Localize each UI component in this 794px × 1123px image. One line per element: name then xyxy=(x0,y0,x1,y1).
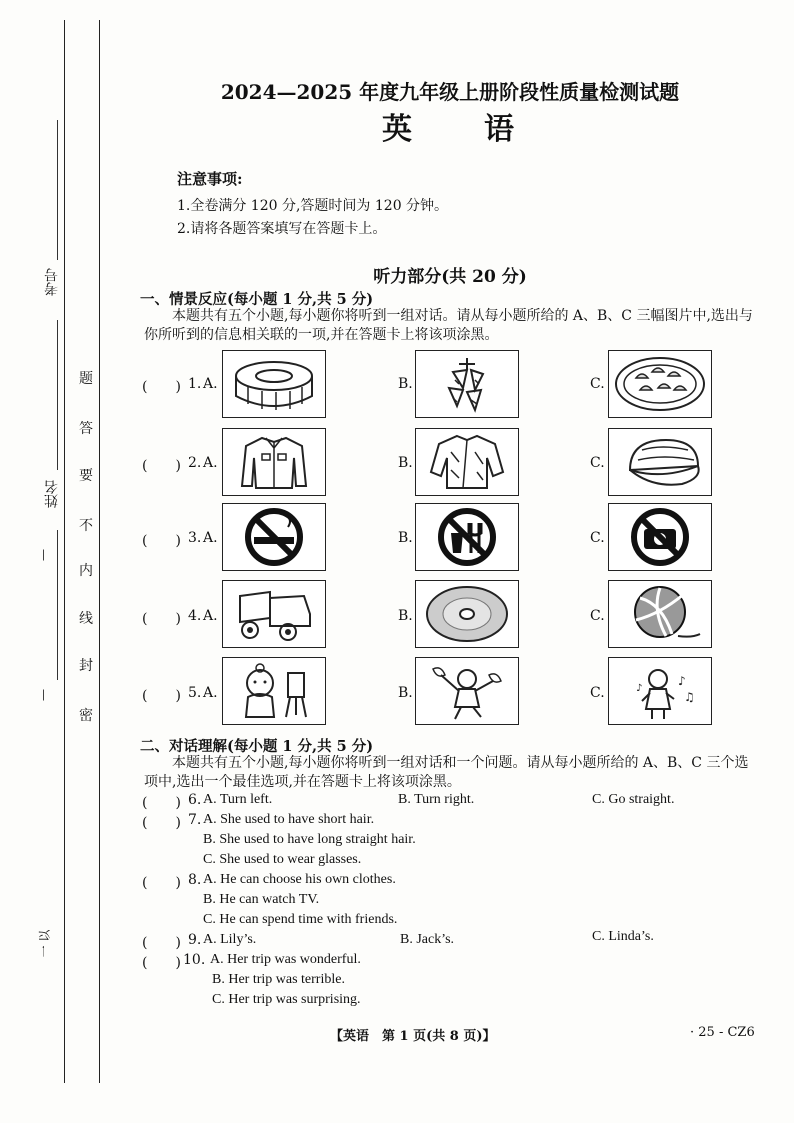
answer-option-a[interactable]: A. Turn left. xyxy=(203,792,273,807)
notice-heading: 注意事项: xyxy=(177,170,243,188)
volleyball-icon xyxy=(612,584,708,644)
name-label: 姓名 xyxy=(44,480,60,508)
option-picture-b[interactable] xyxy=(415,428,519,496)
cap-icon xyxy=(612,432,708,492)
margin-line-right xyxy=(99,20,100,1083)
answer-paren[interactable]: ( ) xyxy=(142,533,181,549)
question-number: 1. xyxy=(188,376,202,392)
option-label-c: C. xyxy=(590,376,605,392)
question-number: 2. xyxy=(188,455,202,471)
option-picture-c[interactable] xyxy=(608,350,712,418)
answer-paren[interactable]: ( ) xyxy=(142,815,181,831)
option-picture-b[interactable] xyxy=(415,503,519,571)
name-line xyxy=(57,320,58,470)
answer-option-c[interactable]: C. She used to wear glasses. xyxy=(203,852,362,867)
part1-instruction: 本题共有五个小题,每小题你将听到一组对话。请从每小题所给的 A、B、C 三幅图片中,选出与你所听到的信息相关联的一项,并在答题卡上将该项涂黑。 xyxy=(144,308,753,343)
option-picture-a[interactable] xyxy=(222,428,326,496)
option-label-b: B. xyxy=(398,530,413,546)
option-label-b: B. xyxy=(398,376,413,392)
option-picture-b[interactable] xyxy=(415,580,519,648)
option-label-b: B. xyxy=(398,608,413,624)
question-number: 10. xyxy=(183,952,206,968)
answer-option-a[interactable]: A. Lily’s. xyxy=(203,932,257,947)
option-label-a: A. xyxy=(203,685,218,701)
zongzi-icon xyxy=(419,354,515,414)
svg-text:♪: ♪ xyxy=(678,674,686,688)
option-label-c: C. xyxy=(590,455,605,471)
part1-title: 一、情景反应(每小题 1 分,共 5 分) xyxy=(140,291,374,308)
answer-paren[interactable]: ( ) xyxy=(142,955,181,971)
answer-option-b[interactable]: B. He can watch TV. xyxy=(203,892,320,907)
option-picture-c[interactable] xyxy=(608,580,712,648)
option-picture-c[interactable] xyxy=(608,657,712,725)
option-label-b: B. xyxy=(398,685,413,701)
toy-truck-icon xyxy=(226,584,322,644)
option-label-a: A. xyxy=(203,608,218,624)
no-photo-icon xyxy=(612,507,708,567)
seal-char: 答 xyxy=(79,421,93,437)
seal-char: 题 xyxy=(79,371,93,387)
svg-text:♫: ♫ xyxy=(684,690,695,704)
seal-char: 封 xyxy=(79,658,93,674)
option-picture-c[interactable] xyxy=(608,503,712,571)
answer-option-b[interactable]: B. Her trip was terrible. xyxy=(212,972,345,987)
option-label-c: C. xyxy=(590,608,605,624)
answer-paren[interactable]: ( ) xyxy=(142,611,181,627)
answer-paren[interactable]: ( ) xyxy=(142,875,181,891)
page-footer: 【英语 第 1 页(共 8 页)】 xyxy=(330,1029,496,1044)
paper-code: · 25 - CZ6 xyxy=(690,1025,755,1040)
no-food-drink-icon xyxy=(419,507,515,567)
option-picture-a[interactable] xyxy=(222,350,326,418)
option-label-a: A. xyxy=(203,376,218,392)
answer-paren[interactable]: ( ) xyxy=(142,795,181,811)
seal-char: 不 xyxy=(79,518,93,534)
jacket-icon xyxy=(419,432,515,492)
exam-number-label: 考号 xyxy=(44,268,60,296)
question-number: 6. xyxy=(188,792,202,808)
option-label-c: C. xyxy=(590,530,605,546)
painting-girl-icon xyxy=(226,661,322,721)
mooncake-icon xyxy=(226,354,322,414)
question-number: 8. xyxy=(188,872,202,888)
seal-char: 要 xyxy=(79,468,93,484)
subject-title: 英 语 xyxy=(382,112,518,147)
answer-paren[interactable]: ( ) xyxy=(142,935,181,951)
notice-item: 2.请将各题答案填写在答题卡上。 xyxy=(177,221,387,237)
part2-instruction: 本题共有五个小题,每小题你将听到一组对话和一个问题。请从每小题所给的 A、B、C 三个选项中,选出一个最佳选项,并在答题卡上将该项涂黑。 xyxy=(144,755,749,790)
dancing-girl-icon xyxy=(419,661,515,721)
answer-option-b[interactable]: B. Jack’s. xyxy=(400,932,455,947)
question-number: 9. xyxy=(188,932,202,948)
shirt-icon xyxy=(226,432,322,492)
option-picture-a[interactable] xyxy=(222,503,326,571)
option-label-a: A. xyxy=(203,455,218,471)
answer-option-c[interactable]: C. Her trip was surprising. xyxy=(212,992,361,1007)
margin-mark: — xyxy=(37,549,51,561)
question-number: 5. xyxy=(188,685,202,701)
seal-char: 线 xyxy=(79,611,93,627)
singing-girl-icon xyxy=(612,661,708,721)
option-label-b: B. xyxy=(398,455,413,471)
answer-option-c[interactable]: C. Go straight. xyxy=(592,792,675,807)
question-number: 7. xyxy=(188,812,202,828)
option-picture-b[interactable] xyxy=(415,657,519,725)
answer-paren[interactable]: ( ) xyxy=(142,458,181,474)
answer-option-c[interactable]: C. Linda’s. xyxy=(592,929,654,944)
notice-item: 1.全卷满分 120 分,答题时间为 120 分钟。 xyxy=(177,198,449,214)
exam-title: 2024—2025 年度九年级上册阶段性质量检测试题 xyxy=(220,80,680,104)
listening-heading: 听力部分(共 20 分) xyxy=(373,267,527,287)
part2-title: 二、对话理解(每小题 1 分,共 5 分) xyxy=(140,738,374,755)
margin-mark: — xyxy=(37,689,51,701)
cd-disc-icon xyxy=(419,584,515,644)
answer-option-a[interactable]: A. She used to have short hair. xyxy=(203,812,375,827)
answer-option-a[interactable]: A. He can choose his own clothes. xyxy=(203,872,396,887)
option-label-a: A. xyxy=(203,530,218,546)
answer-paren[interactable]: ( ) xyxy=(142,688,181,704)
option-picture-b[interactable] xyxy=(415,350,519,418)
answer-option-a[interactable]: A. Her trip was wonderful. xyxy=(210,952,361,967)
class-line xyxy=(57,530,58,680)
svg-text:♪: ♪ xyxy=(636,683,643,694)
seal-char: 密 xyxy=(79,708,93,724)
option-label-c: C. xyxy=(590,685,605,701)
question-number: 4. xyxy=(188,608,202,624)
answer-option-c[interactable]: C. He can spend time with friends. xyxy=(203,912,398,927)
no-smoking-icon xyxy=(226,507,322,567)
answer-option-b[interactable]: B. Turn right. xyxy=(398,792,475,807)
option-picture-a[interactable] xyxy=(222,580,326,648)
dumplings-icon xyxy=(612,354,708,414)
seal-char: 内 xyxy=(79,563,93,579)
exam-number-line xyxy=(57,120,58,260)
question-number: 3. xyxy=(188,530,202,546)
margin-line-left xyxy=(64,20,65,1083)
option-picture-c[interactable] xyxy=(608,428,712,496)
answer-option-b[interactable]: B. She used to have long straight hair. xyxy=(203,832,416,847)
option-picture-a[interactable] xyxy=(222,657,326,725)
margin-mark: 一 以 xyxy=(37,929,52,958)
answer-paren[interactable]: ( ) xyxy=(142,379,181,395)
